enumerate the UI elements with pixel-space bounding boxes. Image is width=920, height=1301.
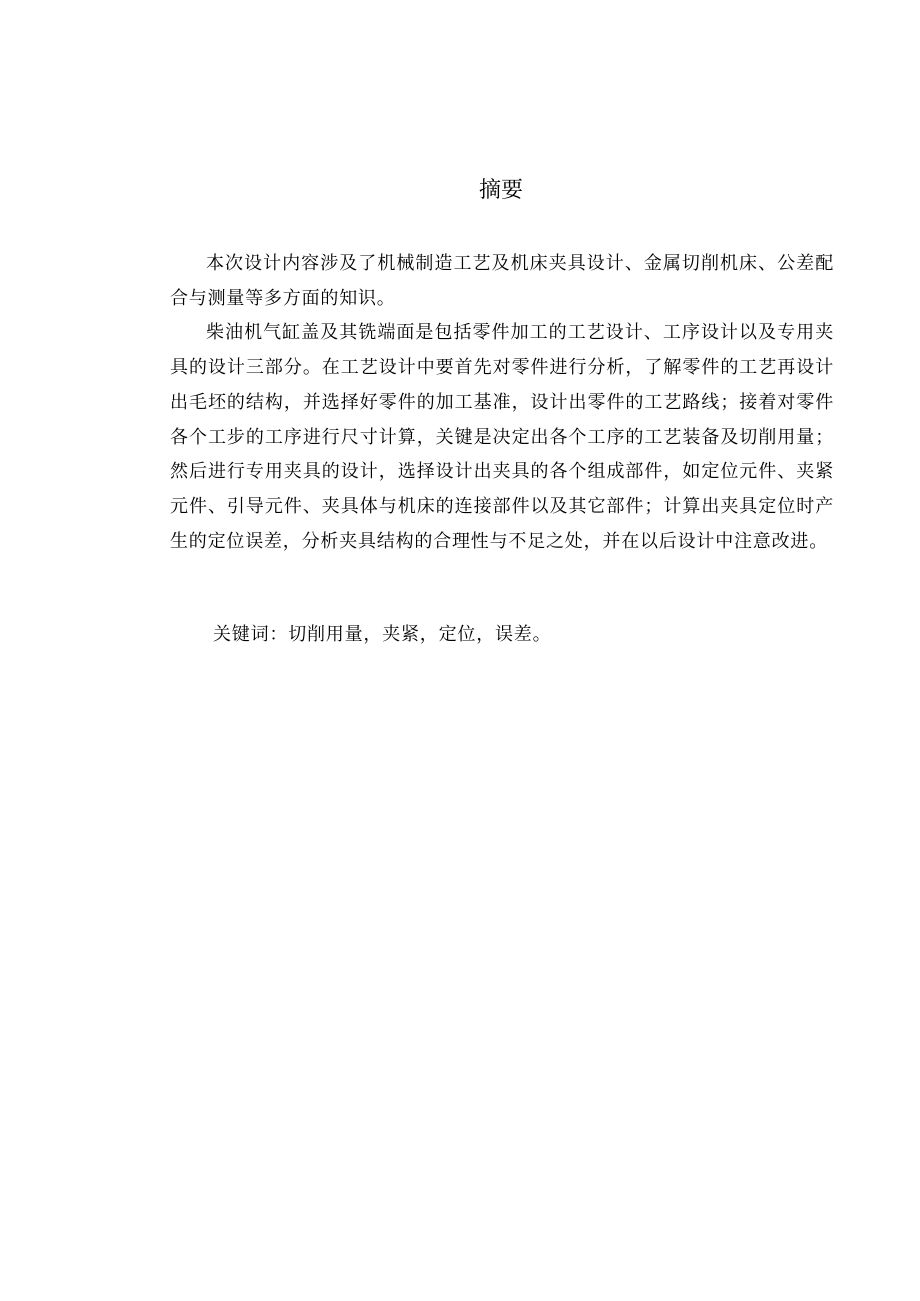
keywords-line: 关键词：切削用量，夹紧，定位，误差。 <box>213 624 552 645</box>
abstract-paragraph-1: 本次设计内容涉及了机械制造工艺及机床夹具设计、金属切削机床、公差配合与测量等多方面的知识。 <box>170 253 834 309</box>
abstract-body <box>170 247 834 559</box>
abstract-title: 摘要 <box>478 178 523 203</box>
abstract-paragraph-2: 柴油机气缸盖及其铣端面是包括零件加工的工艺设计、工序设计以及专用夹具的设计三部分。在工艺设计中要首先对零件进行分析，了解零件的工艺再设计出毛坯的结构，并选择好零件的加工基准，设计出零件的工艺路线；接着对零件各个工步的工序进行尺寸计算，关键是决定出各个工序的工艺装备及切削用量；然后进行专用夹具的设计，选择设计出夹具的各个组成部件，如定位元件、夹紧元件、引导元件、夹具体与机床的连接部件以及其它部件；计算出夹具定位时产生的定位误差，分析夹具结构的合理性与不足之处，并在以后设计中注意改进。 <box>170 322 834 552</box>
